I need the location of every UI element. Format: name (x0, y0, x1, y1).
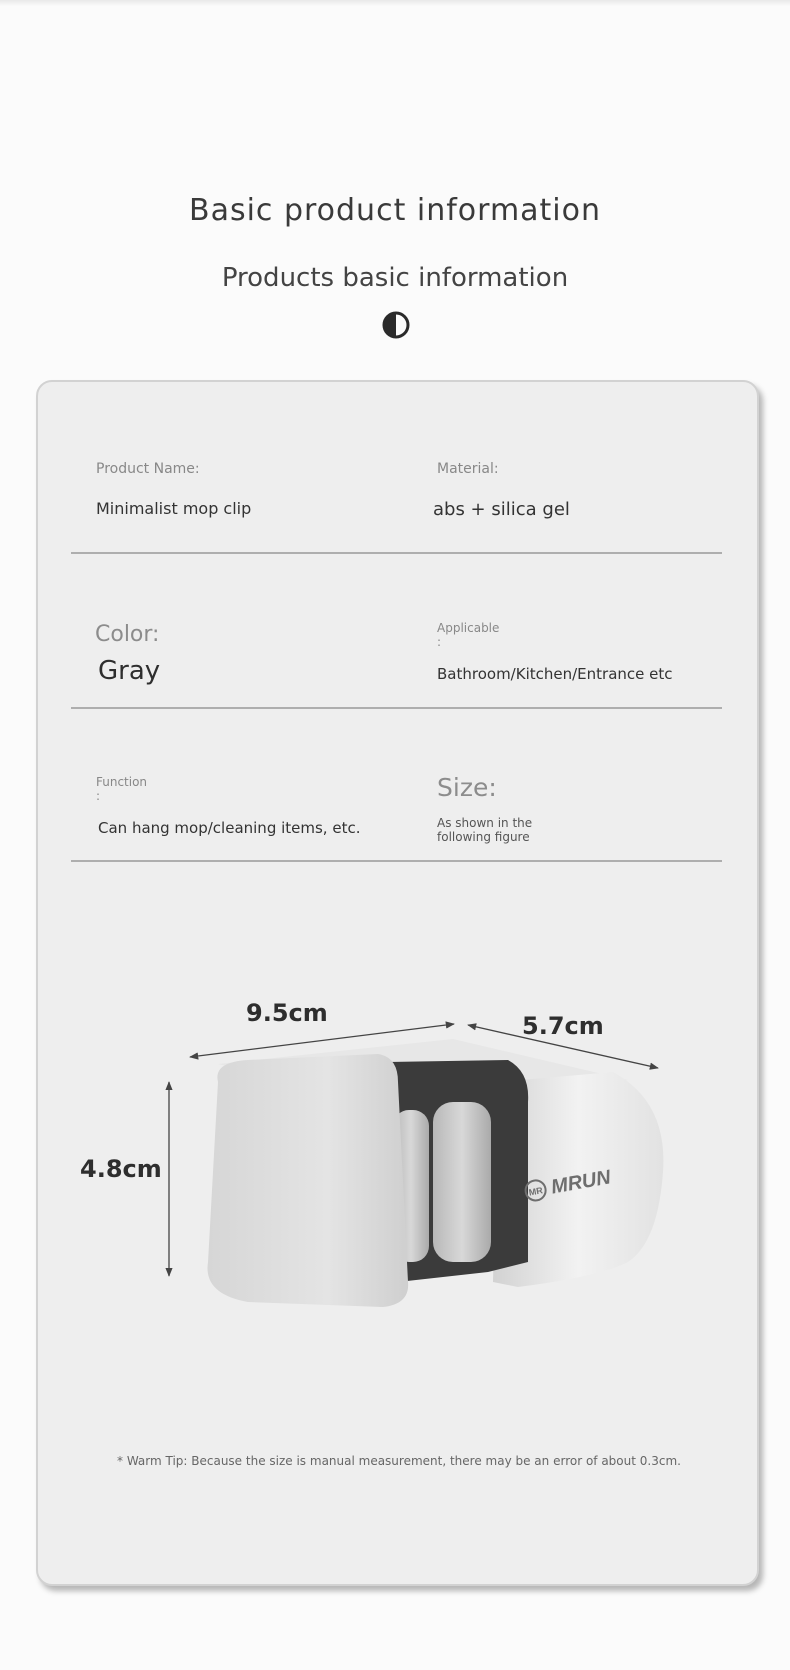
product-info-card (36, 380, 759, 1586)
warm-tip: * Warm Tip: Because the size is manual measurement, there may be an error of about 0.3cm. (117, 1454, 681, 1468)
clip-front-block (208, 1054, 409, 1307)
size-label: Size: (437, 773, 497, 802)
width-dimension: 9.5cm (246, 999, 328, 1027)
page-subtitle: Products basic information (221, 263, 569, 293)
product-illustration (38, 382, 757, 1584)
height-dimension: 4.8cm (80, 1155, 162, 1183)
function-value: Can hang mop/cleaning items, etc. (98, 819, 361, 837)
roller-right (433, 1102, 491, 1262)
color-value: Gray (98, 656, 161, 686)
size-value-line1: As shown in the (437, 816, 533, 830)
half-circle-icon (382, 311, 410, 339)
product-name-label: Product Name: (96, 461, 200, 477)
applicable-colon: : (437, 635, 442, 649)
function-label: Function (96, 775, 148, 789)
top-edge (0, 0, 790, 6)
material-label: Material: (437, 461, 499, 477)
logo-mark: MR (528, 1185, 544, 1198)
depth-dimension: 5.7cm (522, 1012, 604, 1040)
size-value-line2: following figure (437, 830, 530, 844)
applicable-label: Applicable (437, 621, 500, 635)
material-value: abs + silica gel (433, 499, 570, 520)
color-label: Color: (95, 622, 160, 647)
page-title: Basic product information (188, 193, 602, 228)
applicable-value: Bathroom/Kitchen/Entrance etc (437, 665, 673, 683)
brand-name: MRUN (549, 1166, 613, 1199)
product-name-value: Minimalist mop clip (96, 499, 252, 518)
function-colon: : (96, 789, 101, 803)
